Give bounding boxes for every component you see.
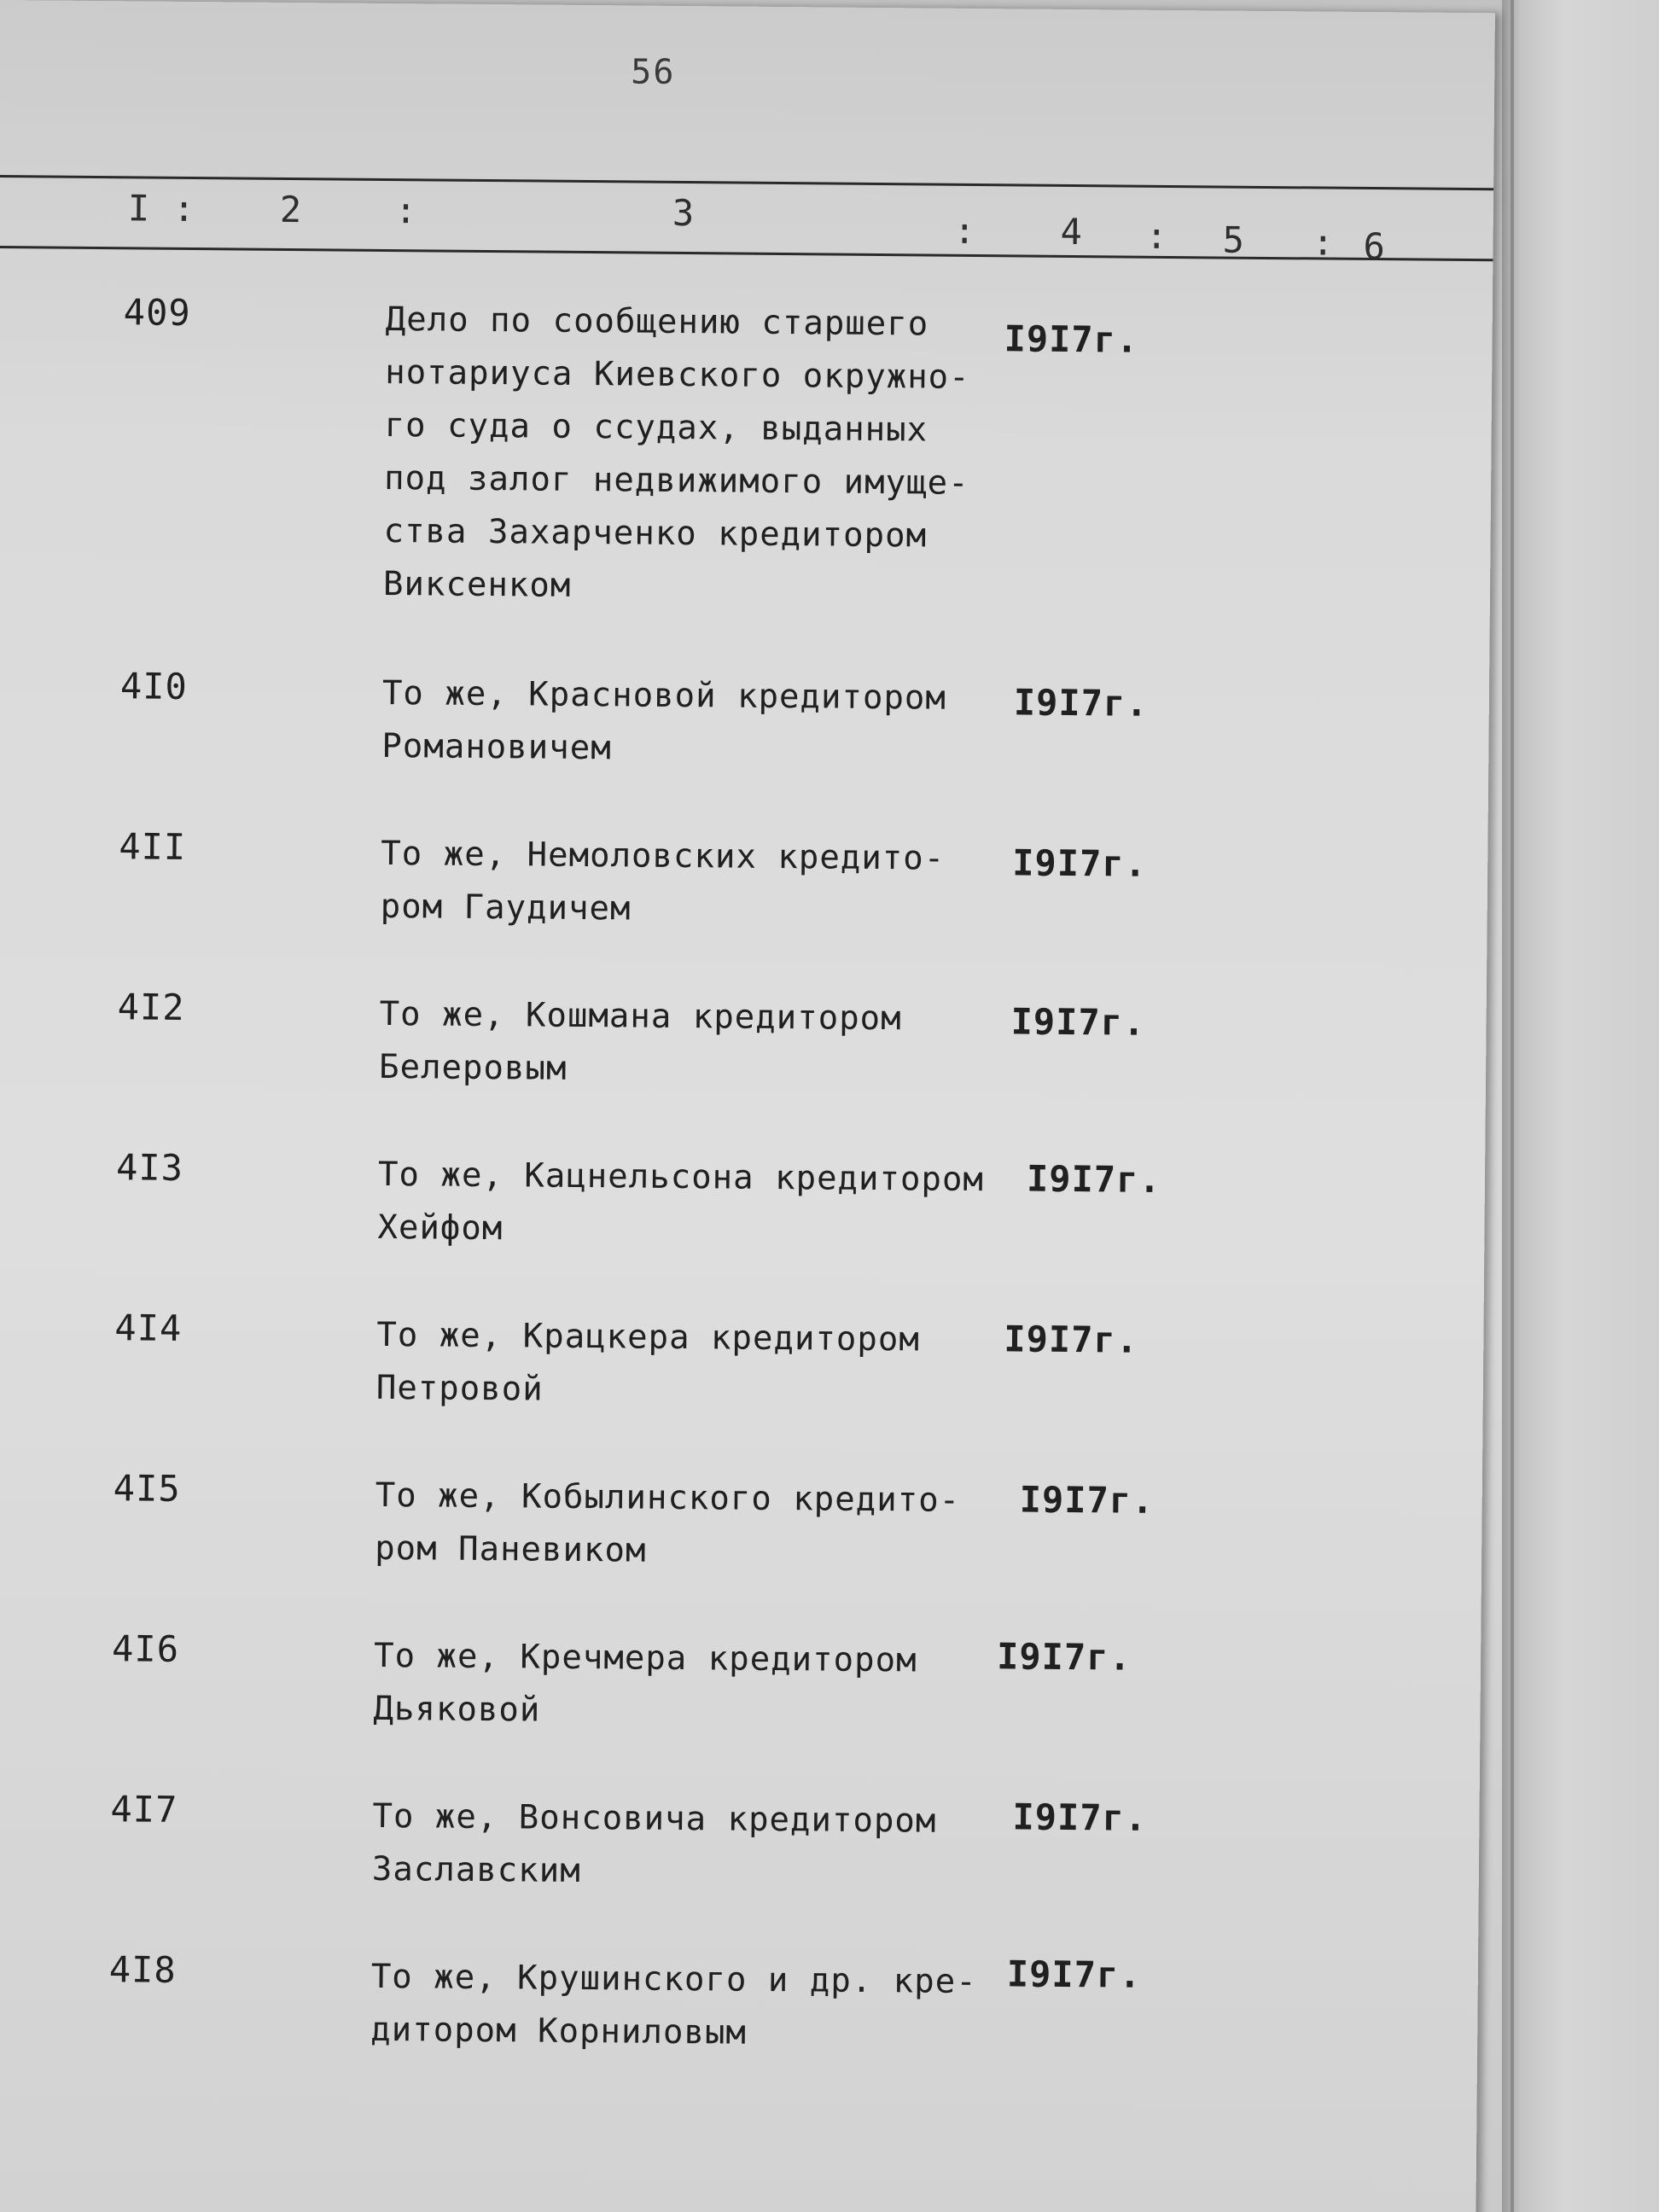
column-header-3: 3 (672, 191, 695, 235)
item-title: То же, Немоловских кредито- ром Гаудичем (380, 834, 946, 928)
column-separator: : (394, 189, 417, 232)
item-number: 4I5 (113, 1467, 181, 1510)
item-title: То же, Кобылинского кредито- ром Паневиком (374, 1476, 961, 1570)
item-year: I9I7г. (1012, 841, 1148, 885)
item-year: I9I7г. (1004, 1318, 1139, 1361)
list-item (0, 1787, 1480, 1891)
item-number: 4I2 (117, 986, 185, 1028)
item-number: 409 (123, 291, 191, 334)
item-title: То же, Крацкера кредитором Петровой (375, 1315, 921, 1409)
item-title: То же, Кошмана кредитором Белеровым (378, 994, 902, 1088)
column-separator: : (1145, 214, 1168, 257)
column-header-2: 2 (279, 188, 302, 231)
item-number: 4I3 (115, 1146, 184, 1189)
column-header-5: 5 (1222, 218, 1245, 261)
item-title: То же, Крушинского и др. кре- дитором Корниловым (370, 1957, 977, 2052)
item-year: I9I7г. (1010, 1000, 1146, 1044)
column-header-row (0, 186, 1493, 268)
list-item (0, 1145, 1485, 1249)
list-item (0, 985, 1487, 1088)
column-separator: : (172, 187, 195, 230)
item-number: 4I0 (119, 665, 189, 707)
item-year: I9I7г. (1006, 1953, 1142, 1996)
list-item (0, 1947, 1478, 2052)
list-item (0, 1466, 1482, 1570)
item-number: 4I7 (110, 1788, 178, 1831)
item-year: I9I7г. (1012, 1796, 1148, 1839)
item-year: I9I7г. (1026, 1157, 1161, 1201)
item-number: 4II (119, 825, 187, 868)
underlying-pages (1502, 0, 1659, 2212)
column-header-6: 6 (1363, 224, 1386, 268)
item-year: I9I7г. (1013, 681, 1149, 725)
list-item (0, 664, 1489, 768)
list-item (0, 1627, 1481, 1730)
list-item (0, 824, 1488, 928)
item-year: I9I7г. (1019, 1478, 1155, 1522)
item-title: То же, Красновой кредитором Романовичем (381, 673, 947, 768)
item-title: Дело по сообщению старшего нотариуса Киевского окружно- го суда о ссудах, выданных под залог недвижимого имуще- ства Захарченко кредитором Виксенком (382, 300, 970, 605)
item-title: То же, Кацнельсона кредитором Хейфом (377, 1155, 985, 1249)
page-stack-edge (1511, 0, 1514, 2212)
column-separator: : (953, 209, 976, 252)
column-separator: : (1312, 221, 1335, 264)
list-item (0, 1306, 1484, 1409)
item-title: То же, Вонсовича кредитором Заславским (371, 1796, 937, 1891)
column-header-4: 4 (1060, 210, 1083, 253)
item-title: То же, Кречмера кредитором Дьяковой (373, 1636, 917, 1730)
column-header-1: I (127, 187, 150, 230)
item-number: 4I4 (114, 1307, 183, 1349)
item-year: I9I7г. (996, 1635, 1132, 1679)
item-number: 4I6 (111, 1627, 180, 1670)
item-number: 4I8 (108, 1948, 177, 1991)
list-item (0, 290, 1493, 605)
page-number: 56 (631, 52, 676, 92)
item-year: I9I7г. (1004, 317, 1139, 361)
